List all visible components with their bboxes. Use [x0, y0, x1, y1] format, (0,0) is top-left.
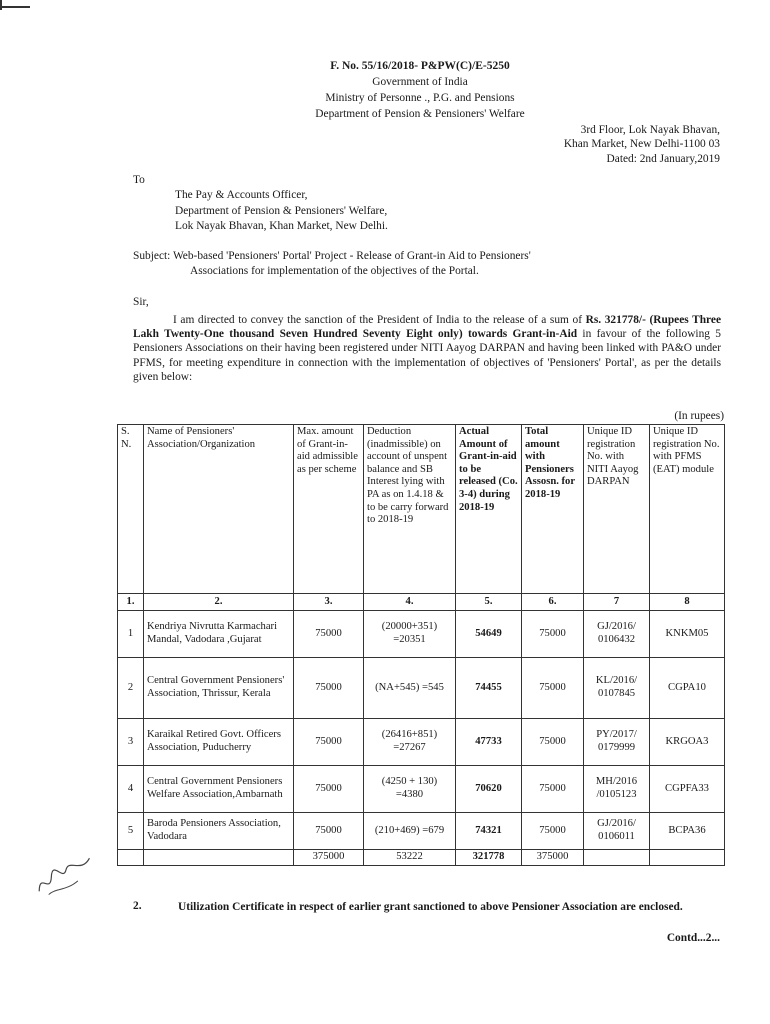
cell-total: 75000 — [522, 719, 584, 766]
table-row — [118, 611, 725, 658]
body-paragraph — [133, 313, 721, 384]
cell-pfms: KNKM05 — [650, 611, 725, 658]
continued-note: Contd...2... — [666, 932, 720, 944]
department-line: Department of Pension & Pensioners' Welfare — [315, 108, 525, 120]
col-number: 1. — [118, 594, 144, 611]
recipient-line-1: The Pay & Accounts Officer, — [175, 189, 308, 201]
cell-pfms: KRGOA3 — [650, 719, 725, 766]
scan-edge-mark — [0, 0, 2, 10]
cell-total: 75000 — [522, 766, 584, 813]
col-number: 5. — [456, 594, 522, 611]
subject-line-1: Subject: Web-based 'Pensioners' Portal' Project - Release of Grant-in Aid to Pensioners' — [133, 250, 531, 262]
cell-pfms: CGPFA33 — [650, 766, 725, 813]
col-number: 3. — [294, 594, 364, 611]
col-header-deduction: Deduction (inadmissible) on account of unspent balance and SB Interest lying with PA as on 1.4.18 & to be carry forward to 2018-19 — [364, 425, 456, 594]
body-text-intro: I am directed to convey the sanction of the President of India to the release of a sum of — [173, 314, 583, 326]
handwritten-initials — [28, 848, 106, 905]
file-number: F. No. 55/16/2018- P&PW(C)/E-5250 — [330, 60, 510, 72]
recipient-line-2: Department of Pension & Pensioners' Welfare, — [175, 205, 388, 217]
cell-name: Karaikal Retired Govt. Officers Association, Puducherry — [144, 719, 294, 766]
cell-deduction: (20000+351) =20351 — [364, 611, 456, 658]
totals-row — [118, 850, 725, 866]
date-line: Dated: 2nd January,2019 — [606, 153, 720, 165]
column-number-row — [118, 594, 725, 611]
cell-max: 75000 — [294, 719, 364, 766]
cell-sn: 5 — [118, 813, 144, 850]
recipient-line-3: Lok Nayak Bhavan, Khan Market, New Delhi. — [175, 220, 388, 232]
cell-max: 75000 — [294, 766, 364, 813]
cell-pfms: CGPA10 — [650, 658, 725, 719]
cell-deduction: (210+469) =679 — [364, 813, 456, 850]
col-header-name: Name of Pensioners' Association/Organization — [144, 425, 294, 594]
col-header-sn: S. N. — [118, 425, 144, 594]
total-max: 375000 — [294, 850, 364, 866]
cell-name: Central Government Pensioners' Association, Thrissur, Kerala — [144, 658, 294, 719]
cell-max: 75000 — [294, 611, 364, 658]
total-actual: 321778 — [456, 850, 522, 866]
cell-actual: 54649 — [456, 611, 522, 658]
cell-empty — [584, 850, 650, 866]
body-text-amount: Rs. 321778/- (Rupees Three Lakh Twenty-One thousand Seven Hundred Seventy Eight only) towards Grant-in-Aid — [133, 314, 721, 341]
cell-sn: 4 — [118, 766, 144, 813]
cell-name: Baroda Pensioners Association, Vadodara — [144, 813, 294, 850]
cell-sn: 3 — [118, 719, 144, 766]
table-header-row — [118, 425, 725, 594]
body-text-detail: in favour of the following 5 Pensioners Associations on their having been registered under NITI Aayog DARPAN and having been linked with PA&O under PFMS, for meeting expenditure in connection with the implementation of objectives of 'Pensioners' Portal', as per the details given below: — [133, 328, 721, 383]
para2-number: 2. — [133, 900, 142, 912]
cell-darpan: MH/2016 /0105123 — [584, 766, 650, 813]
cell-empty — [144, 850, 294, 866]
cell-darpan: PY/2017/ 0179999 — [584, 719, 650, 766]
grant-table — [117, 424, 725, 866]
scan-edge-mark — [0, 6, 30, 8]
to-label: To — [133, 174, 145, 186]
ministry-line: Ministry of Personne ., P.G. and Pensions — [325, 92, 515, 104]
col-header-actual: Actual Amount of Grant-in-aid to be released (Co. 3-4) during 2018-19 — [456, 425, 522, 594]
cell-darpan: KL/2016/ 0107845 — [584, 658, 650, 719]
govt-line: Government of India — [372, 76, 468, 88]
cell-total: 75000 — [522, 611, 584, 658]
cell-actual: 74321 — [456, 813, 522, 850]
cell-deduction: (26416+851) =27267 — [364, 719, 456, 766]
cell-actual: 74455 — [456, 658, 522, 719]
col-number: 2. — [144, 594, 294, 611]
units-note: (In rupees) — [674, 410, 724, 422]
cell-sn: 1 — [118, 611, 144, 658]
col-number: 8 — [650, 594, 725, 611]
cell-max: 75000 — [294, 813, 364, 850]
salutation: Sir, — [133, 296, 149, 308]
cell-empty — [650, 850, 725, 866]
cell-name: Central Government Pensioners Welfare Association,Ambarnath — [144, 766, 294, 813]
col-header-total: Total amount with Pensioners Assosn. for 2018-19 — [522, 425, 584, 594]
cell-sn: 2 — [118, 658, 144, 719]
address-line-1: 3rd Floor, Lok Nayak Bhavan, — [580, 124, 720, 136]
para2-text: Utilization Certificate in respect of earlier grant sanctioned to above Pensioner Association are enclosed. — [178, 901, 683, 913]
cell-deduction: (4250 + 130) =4380 — [364, 766, 456, 813]
col-number: 7 — [584, 594, 650, 611]
cell-darpan: GJ/2016/ 0106432 — [584, 611, 650, 658]
table-row — [118, 766, 725, 813]
cell-max: 75000 — [294, 658, 364, 719]
col-number: 4. — [364, 594, 456, 611]
cell-total: 75000 — [522, 658, 584, 719]
cell-deduction: (NA+545) =545 — [364, 658, 456, 719]
cell-darpan: GJ/2016/ 0106011 — [584, 813, 650, 850]
cell-total: 75000 — [522, 813, 584, 850]
cell-actual: 47733 — [456, 719, 522, 766]
cell-actual: 70620 — [456, 766, 522, 813]
address-line-2: Khan Market, New Delhi-1100 03 — [563, 138, 720, 150]
col-header-max: Max. amount of Grant-in-aid admissible as per scheme — [294, 425, 364, 594]
cell-pfms: BCPA36 — [650, 813, 725, 850]
total-deduction: 53222 — [364, 850, 456, 866]
col-number: 6. — [522, 594, 584, 611]
cell-empty — [118, 850, 144, 866]
total-total: 375000 — [522, 850, 584, 866]
subject-line-2: Associations for implementation of the objectives of the Portal. — [190, 265, 479, 277]
table-row — [118, 813, 725, 850]
col-header-darpan: Unique ID registration No. with NITI Aayog DARPAN — [584, 425, 650, 594]
table-row — [118, 658, 725, 719]
cell-name: Kendriya Nivrutta Karmachari Mandal, Vadodara ,Gujarat — [144, 611, 294, 658]
table-row — [118, 719, 725, 766]
col-header-pfms: Unique ID registration No. with PFMS (EAT) module — [650, 425, 725, 594]
